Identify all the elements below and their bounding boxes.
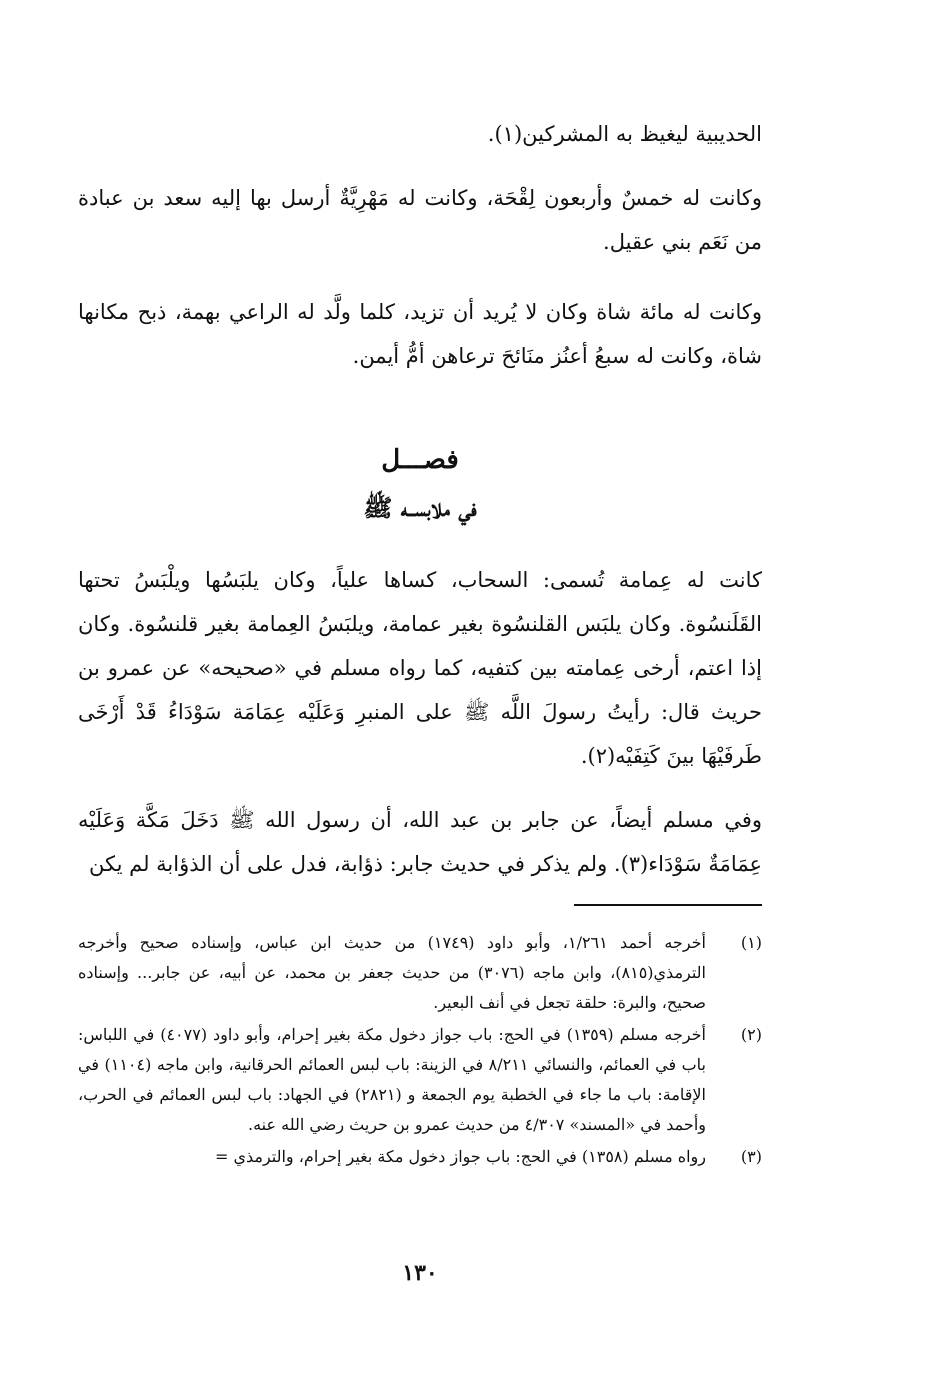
paragraph-3: وكانت له مائة شاة وكان لا يُريد أن تزيد، كلما ولَّد له الراعي بهمة، ذبح مكانها شاة، وكانت له سبعُ أعنُز منَائحَ ترعاهن أمُّ أيمن. xyxy=(78,300,762,368)
paragraph-5: وفي مسلم أيضاً، عن جابر بن عبد الله، أن رسول الله ﷺ دَخَلَ مَكَّة وَعَلَيْه عِمَامَةٌ سَوْدَاء(٣). ولم يذكر في حديث جابر: ذؤابة، فدل على أن الذؤابة لم يكن xyxy=(78,808,762,876)
paragraph-1: الحديبية ليغيظ به المشركين(١). xyxy=(487,122,762,146)
footnote-text: رواه مسلم (١٣٥٨) في الحج: باب جواز دخول مكة بغير إحرام، والترمذي = xyxy=(214,1147,706,1166)
footnote-text: أخرجه مسلم (١٣٥٩) في الحج: باب جواز دخول مكة بغير إحرام، وأبو داود (٤٠٧٧) في اللباس: باب في العمائم، والنسائي ٨/٢١١ في الزينة: باب لبس العمائم الحرقانية، وابن ماجه (١١٠٤) في الإقامة: باب ما جاء في الخطبة يوم الجمعة و (٢٨٢١) في الجهاد: باب لبس العمائم في الحرب، وأحمد في «المسند» ٤/٣٠٧ من حديث عمرو بن حريث رضي الله عنه. xyxy=(78,1025,707,1134)
footnote xyxy=(78,928,762,1018)
footnote-number: (٣) xyxy=(740,1147,762,1166)
footnote-text: أخرجه أحمد ١/٢٦١، وأبو داود (١٧٤٩) من حديث ابن عباس، وإسناده صحيح وأخرجه الترمذي(٨١٥)، وابن ماجه (٣٠٧٦) من حديث جعفر بن محمد، عن أبيه، عن جابر... وإسناده صحيح، والبرة: حلقة تجعل في أنف البعير. xyxy=(78,933,706,1012)
page-number: ١٣٠ xyxy=(402,1260,438,1286)
footnote-number: (٢) xyxy=(740,1025,762,1044)
footnotes xyxy=(78,928,762,1172)
footnote-divider xyxy=(574,904,762,906)
section-subheading: في ملابســه ﷺ xyxy=(363,493,477,522)
footnote xyxy=(78,1020,762,1140)
section-heading: فصـــل xyxy=(381,445,459,475)
footnote-number: (١) xyxy=(740,933,762,952)
footnote xyxy=(78,1142,762,1172)
paragraph-2: وكانت له خمسٌ وأربعون لِقْحَة، وكانت له مَهْرِيَّةٌ أرسل بها إليه سعد بن عبادة من نَعَم بني عقيل. xyxy=(78,186,762,254)
page-body xyxy=(78,112,762,1292)
paragraph-4: كانت له عِمامة تُسمى: السحاب، كساها علياً، وكان يلبَسُها ويلْبَسُ تحتها القَلَنسُوة. وكان يلبَس القلنسُوة بغير عمامة، ويلبَسُ العِمامة بغير قلنسُوة. وكان إذا اعتم، أرخى عِمامته بين كتفيه، كما رواه مسلم في «صحيحه» عن عمرو بن حريث قال: رأيتُ رسولَ اللَّه ﷺ على المنبرِ وَعَلَيْه عِمَامَة سَوْدَاءُ قَدْ أَرْخَى طَرفَيْهَا بينَ كَتِفَيْه(٢). xyxy=(78,568,762,768)
